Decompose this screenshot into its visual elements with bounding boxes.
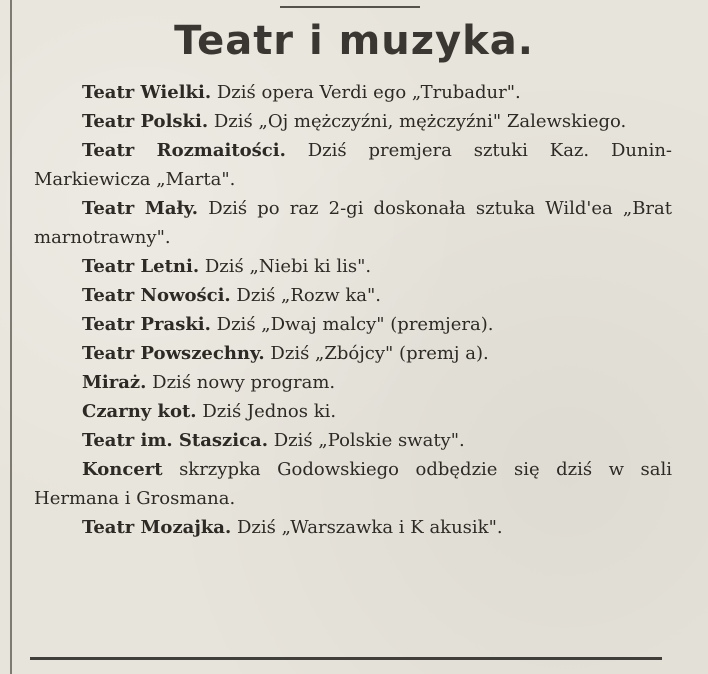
venue-name: Teatr Polski. [82,111,209,132]
listing-text: Dziś „Warszawka i K akusik". [236,517,503,538]
listing-text: Dziś po raz 2-gi doskonała sztuka Wild'ea „Brat marnotrawny". [34,198,672,248]
listing-text: Dziś „Rozw ka". [236,285,382,306]
listing-item [34,310,672,339]
listing-item [34,107,672,136]
listing-text: Dziś „Dwaj malcy" (premjera). [216,314,494,335]
venue-name: Teatr im. Staszica. [82,430,268,451]
venue-name: Teatr Praski. [82,314,211,335]
venue-name: Teatr Wielki. [82,82,212,103]
listing-item [34,194,672,252]
listing-text: Dziś „Polskie swaty". [273,430,465,451]
venue-name: Teatr Mozajka. [82,517,232,538]
listing-column [34,78,672,542]
top-separator-rule [280,6,420,8]
venue-name: Czarny kot. [82,401,197,422]
listing-text: skrzypka Godowskiego odbędzie się dziś w sali Hermana i Grosmana. [34,459,672,509]
listing-item [34,397,672,426]
venue-name: Teatr Powszechny. [82,343,265,364]
listing-item [34,136,672,194]
listing-item [34,426,672,455]
section-title: Teatr i muzyka. [174,18,534,64]
venue-name: Teatr Nowości. [82,285,231,306]
listing-text: Dziś „Zbójcy" (premj a). [270,343,489,364]
listing-item [34,455,672,513]
listing-text: Dziś premjera sztuki Kaz. Dunin-Markiewicza „Marta". [34,140,673,190]
venue-name: Teatr Letni. [82,256,200,277]
listing-text: Dziś nowy program. [152,372,336,393]
listing-item [34,252,672,281]
venue-name: Miraż. [82,372,147,393]
listing-item [34,513,672,542]
listing-text: Dziś „Oj mężczyźni, mężczyźni" Zalewskiego. [213,111,627,132]
listing-item [34,339,672,368]
listing-text: Dziś „Niebi ki lis". [204,256,372,277]
listing-item [34,78,672,107]
listing-text: Dziś opera Verdi ego „Trubadur". [216,82,521,103]
venue-name: Teatr Mały. [82,198,199,219]
venue-name: Teatr Rozmaitości. [82,140,286,161]
listing-text: Dziś Jednos ki. [202,401,337,422]
bottom-separator-rule [30,657,662,660]
listing-item [34,281,672,310]
column-left-rule [10,0,12,674]
listing-item [34,368,672,397]
venue-name: Koncert [82,459,163,480]
